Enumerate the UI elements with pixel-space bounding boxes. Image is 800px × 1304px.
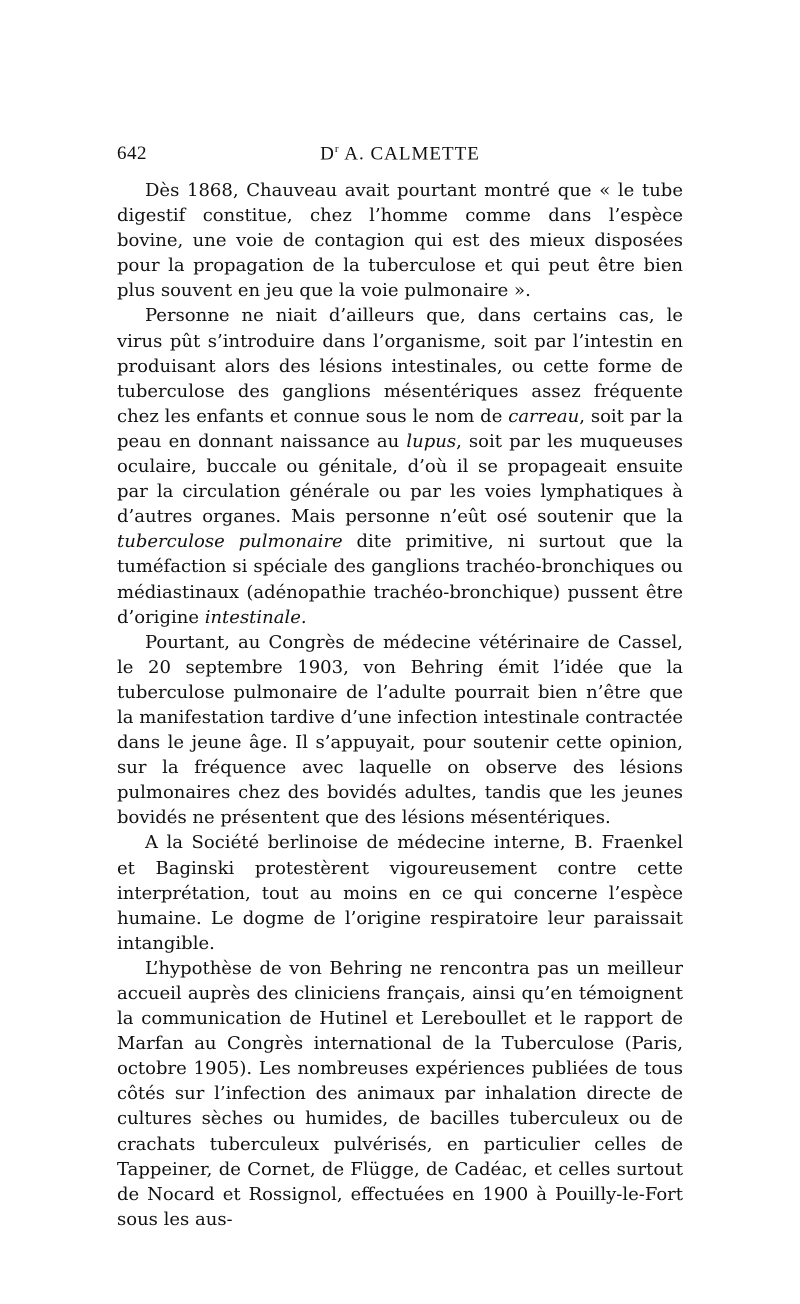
text-run: Personne ne niait d’ailleurs que, dans certains cas, le virus pût s’introduire dans l’organisme, soit par l’intestin en produisant alors des lésions intestinales, ou cette forme de tuberculose des ganglions mésentériques assez fréquente chez les enfants et connue sous le nom de [117,305,683,427]
paragraph [117,303,683,629]
author-name: A. CALMETTE [339,143,480,165]
title-superscript: r [334,143,340,155]
text-run: Pourtant, au Congrès de médecine vétérinaire de Cassel, le 20 septembre 1903, von Behring émit l’idée que la tuberculose pulmonaire de l’adulte pourrait bien n’être que la manifestation tardive d’une infection intestinale contractée dans le jeune âge. Il s’appuyait, pour soutenir cette opinion, sur la fréquence avec laquelle on observe des lésions pulmonaires chez des bovidés adultes, tandis que les jeunes bovidés ne présentent que des lésions mésentériques. [117,631,683,829]
paragraph [117,178,683,303]
page-number: 642 [117,143,147,164]
body-text [117,178,683,1232]
paragraph [117,830,683,955]
italic-text: lupus [406,430,457,452]
paragraph [117,956,683,1232]
italic-text: intestinale. [204,606,307,628]
text-run: Dès 1868, Chauveau avait pourtant montré que « le tube digestif constitue, chez l’homme comme dans l’espèce bovine, une voie de contagion qui est des mieux disposées pour la propagation de la tuberculose et qui peut être bien plus souvent en jeu que la voie pulmonaire ». [117,180,683,302]
text-run: L’hypothèse de von Behring ne rencontra pas un meilleur accueil auprès des cliniciens français, ainsi qu’en témoignent la communication de Hutinel et Lereboullet et le rapport de Marfan au Congrès international de la Tuberculose (Paris, octobre 1905). Les nombreuses expériences publiées de tous côtés sur l’infection des animaux par inhalation directe de cultures sèches ou humides, de bacilles tuberculeux ou de crachats tuberculeux pulvérisés, en particulier celles de Tappeiner, de Cornet, de Flügge, de Cadéac, et celles surtout de Nocard et Rossignol, effectuées en 1900 à Pouilly-le-Fort sous les aus- [117,957,683,1230]
text-run: , soit par les muqueuses oculaire, buccale ou génitale, d’où il se propageait ensuite par la circulation générale ou par les voies lymphatiques à d’autres organes. Mais personne n’eût osé soutenir que la [117,430,683,528]
running-head [117,143,683,171]
paragraph [117,630,683,831]
text-run: A la Société berlinoise de médecine interne, B. Fraenkel et Baginski protestèrent vigoureusement contre cette interprétation, tout au moins en ce qui concerne l’espèce humaine. Le dogme de l’origine respiratoire leur paraissait intangible. [117,832,683,954]
italic-text: carreau [508,405,580,427]
text-run: , soit par la peau en donnant naissance au [117,405,683,452]
text-run: dite primitive, ni surtout que la tuméfaction si spéciale des ganglions trachéo-bronchiques ou médiastinaux (adénopathie trachéo-bronchique) pussent être d’origine [117,531,683,628]
running-title [117,143,683,165]
title-prefix: D [320,143,335,165]
italic-text: tuberculose pulmonaire [117,531,343,553]
